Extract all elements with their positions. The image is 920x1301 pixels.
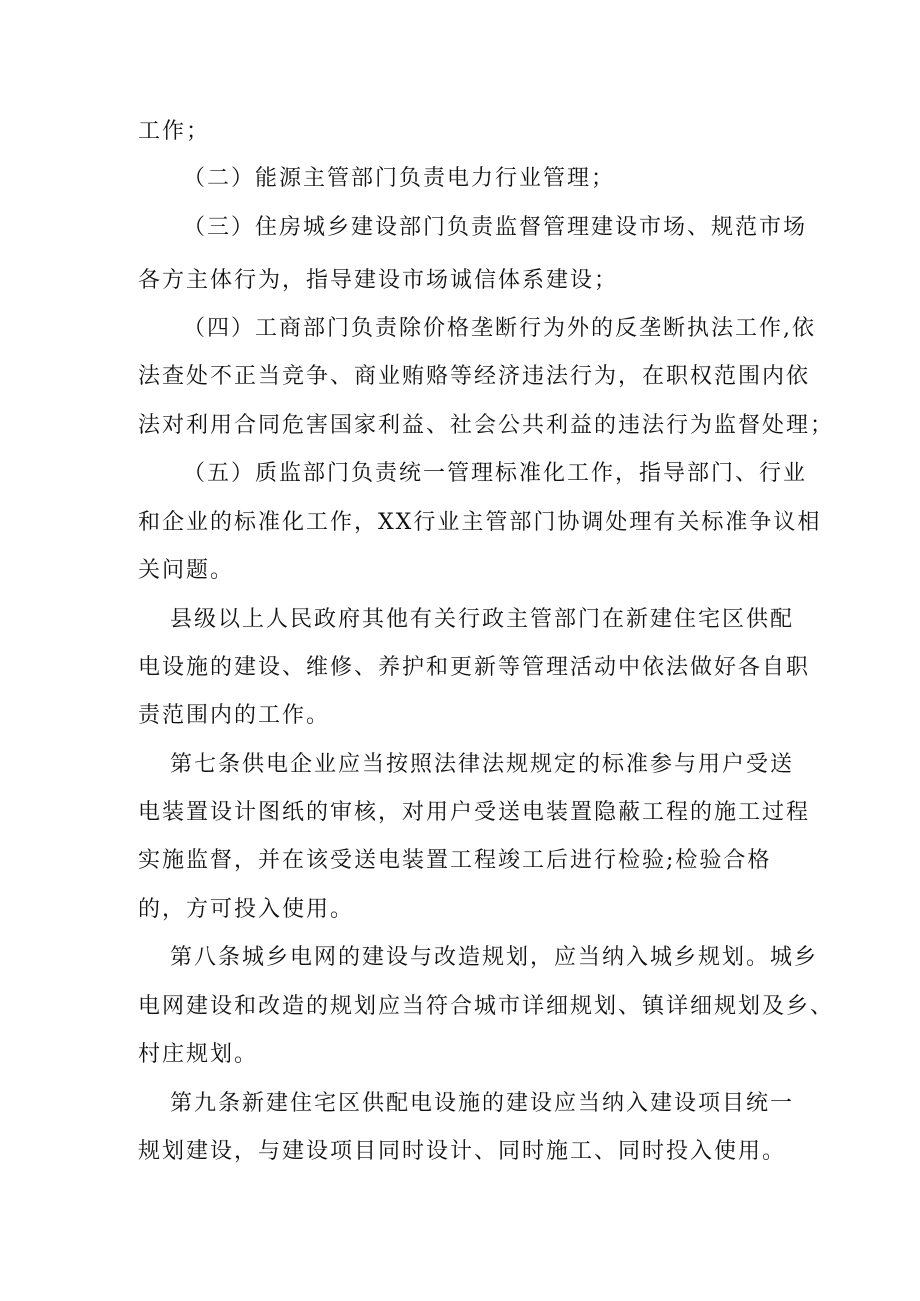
text-line-4: 各方主体行为，指导建设市场诚信体系建设； <box>138 268 619 293</box>
text-line-7: 法对利用合同危害国家利益、社会公共利益的违法行为监督处理； <box>138 413 835 438</box>
text-line-19: 电网建设和改造的规划应当符合城市详细规划、镇详细规划及乡、 <box>138 994 835 1019</box>
text-line-15: 电装置设计图纸的审核，对用户受送电装置隐蔽工程的施工过程 <box>138 800 811 825</box>
text-line-16: 实施监督，并在该受送电装置工程竣工后进行检验;检验合格 <box>138 848 772 873</box>
text-line-13: 责范围内的工作。 <box>138 703 331 728</box>
text-line-21: 第九条新建住宅区供配电设施的建设应当纳入建设项目统一 <box>170 1091 795 1116</box>
text-line-22: 规划建设，与建设项目同时设计、同时施工、同时投入使用。 <box>138 1139 787 1164</box>
text-line-10: 关问题。 <box>138 558 235 583</box>
text-line-5: （四）工商部门负责除价格垄断行为外的反垄断执法工作,依 <box>183 316 816 341</box>
text-line-17: 的，方可投入使用。 <box>138 897 355 922</box>
text-line-18: 第八条城乡电网的建设与改造规划，应当纳入城乡规划。城乡 <box>170 945 819 970</box>
text-line-11: 县级以上人民政府其他有关行政主管部门在新建住宅区供配 <box>170 607 795 632</box>
text-line-6: 法查处不正当竞争、商业贿赂等经济违法行为，在职权范围内依 <box>138 364 811 389</box>
text-line-14: 第七条供电企业应当按照法律法规规定的标准参与用户受送 <box>170 752 795 777</box>
text-line-2: （二）能源主管部门负责电力行业管理； <box>183 166 616 191</box>
text-line-3: （三）住房城乡建设部门负责监督管理建设市场、规范市场 <box>183 215 808 240</box>
text-line-1: 工作； <box>138 119 211 144</box>
text-line-9: 和企业的标准化工作，XX行业主管部门协调处理有关标准争议相 <box>138 510 822 535</box>
text-line-8: （五）质监部门负责统一管理标准化工作，指导部门、行业 <box>183 461 808 486</box>
text-line-20: 村庄规划。 <box>138 1042 259 1067</box>
text-line-12: 电设施的建设、维修、养护和更新等管理活动中依法做好各自职 <box>138 655 811 680</box>
